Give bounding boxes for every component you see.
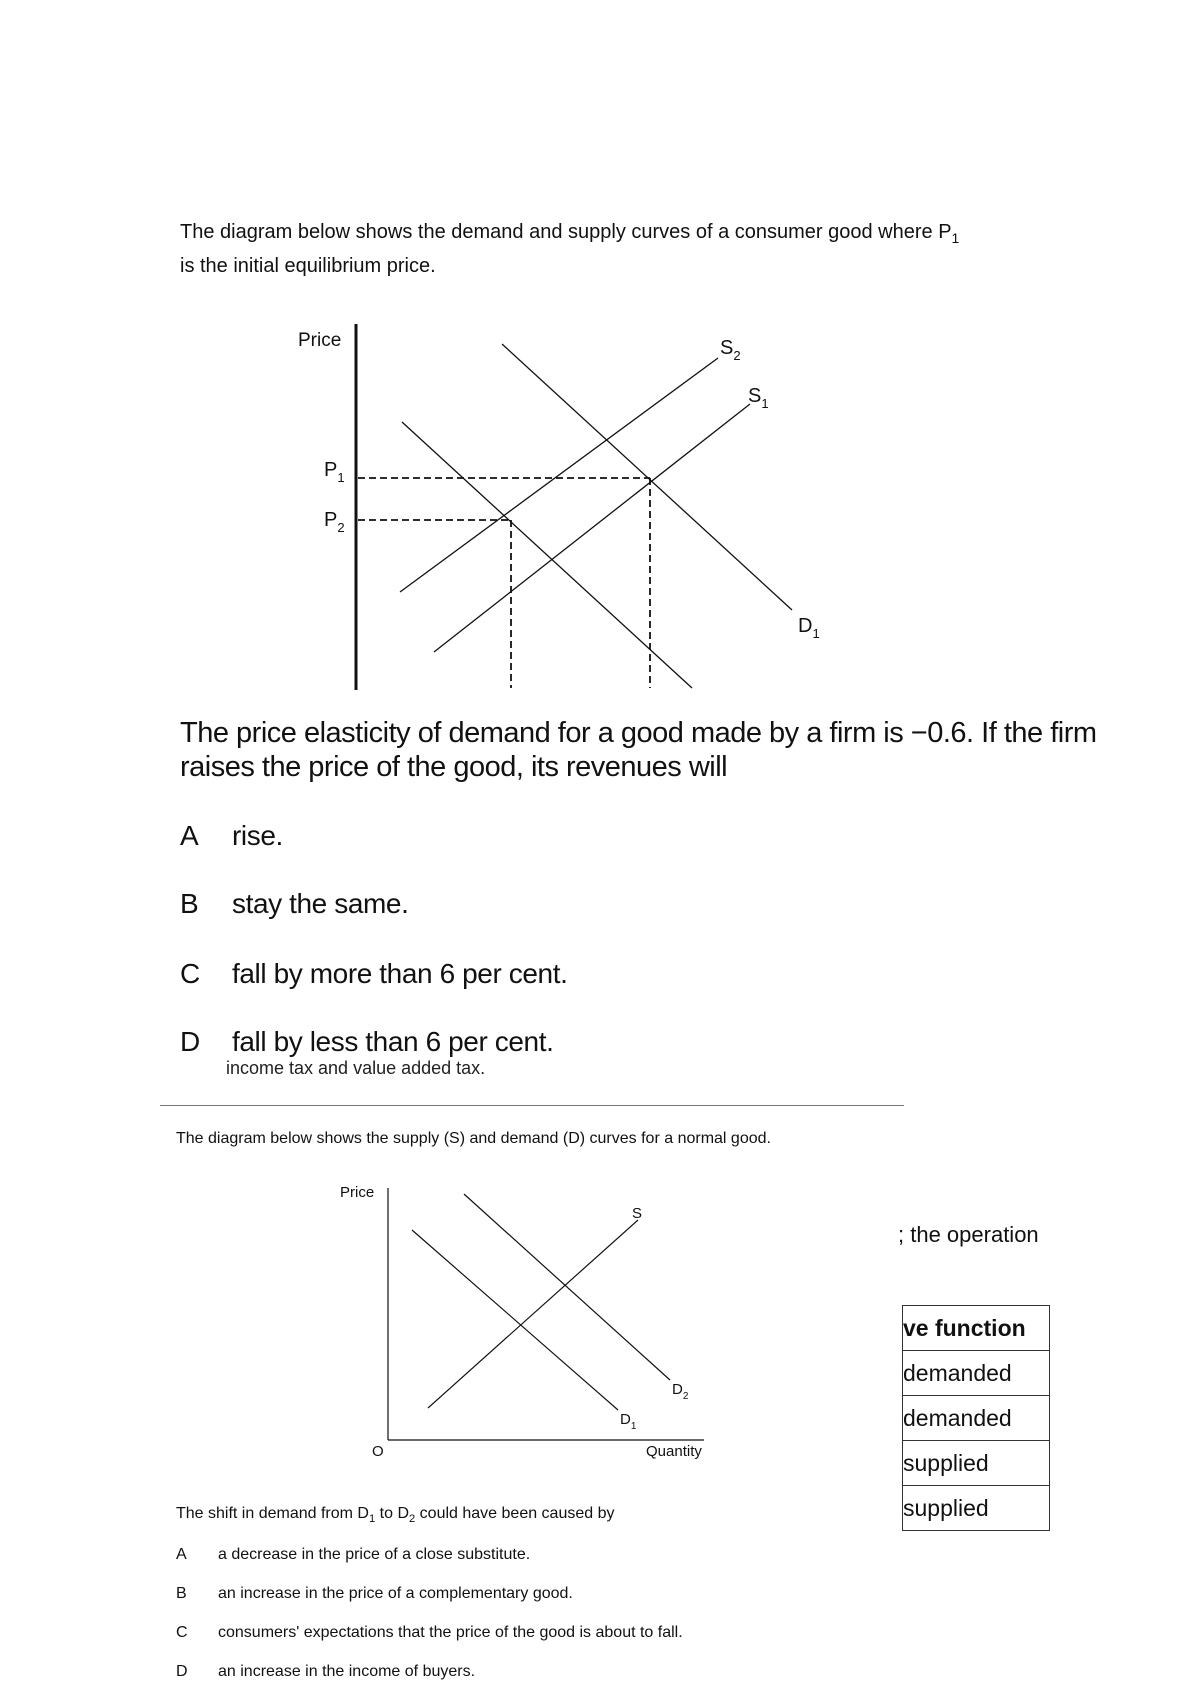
- price-axis-label: Price: [298, 330, 342, 351]
- option-text: stay the same.: [232, 888, 409, 919]
- option-letter: C: [176, 1624, 188, 1641]
- table-cell: demanded: [903, 1396, 1050, 1441]
- d1-label: $D_1$: [620, 1411, 637, 1432]
- question-3-option-c: [176, 1624, 683, 1642]
- section-divider: [160, 1105, 904, 1106]
- stem-text: The shift in demand from D: [176, 1505, 369, 1522]
- option-letter: A: [180, 820, 199, 851]
- question-3-stem: [176, 1505, 615, 1525]
- option-letter: B: [176, 1585, 187, 1602]
- side-fragment-table: [902, 1305, 1050, 1531]
- table-row: [903, 1396, 1050, 1441]
- question-2-option-b: [180, 888, 408, 920]
- quantity-axis-label: Quantity: [646, 1443, 702, 1460]
- d1-label: $D_1$: [798, 615, 820, 641]
- table-cell: supplied: [903, 1486, 1050, 1531]
- d1-curve: [412, 1230, 618, 1410]
- option-text: fall by more than 6 per cent.: [232, 958, 568, 989]
- d1-curve: [502, 344, 792, 610]
- question-3-option-b: [176, 1585, 573, 1603]
- d2-label: $D_2$: [672, 1381, 689, 1402]
- question-2-option-a: [180, 820, 283, 852]
- stem-text: could have been caused by: [415, 1505, 615, 1522]
- side-fragment-text: ; the operation: [898, 1222, 1039, 1247]
- s2-label: $S_2$: [720, 337, 741, 363]
- intro-text-line-2: is the initial equilibrium price.: [180, 255, 436, 277]
- table-row: [903, 1441, 1050, 1486]
- question-3-option-a: [176, 1546, 530, 1564]
- intro-text: The diagram below shows the demand and supply curves of a consumer good where P: [180, 221, 952, 243]
- option-text: an increase in the price of a complementary good.: [218, 1585, 573, 1602]
- cut-off-text: [180, 1058, 560, 1078]
- s2-curve: [400, 358, 718, 592]
- cut-off-line: income tax and value added tax.: [226, 1058, 486, 1078]
- stem-subscript: 2: [409, 1513, 416, 1526]
- stem-subscript: 1: [368, 1513, 376, 1526]
- question-3-option-d: [176, 1663, 475, 1681]
- table-row: [903, 1306, 1050, 1351]
- option-letter: D: [180, 1026, 200, 1057]
- table-row: [903, 1486, 1050, 1531]
- p1-label: $P_1$: [324, 459, 345, 485]
- intro-subscript: 1: [951, 230, 960, 246]
- option-letter: C: [180, 958, 200, 989]
- option-text: rise.: [232, 820, 283, 851]
- option-letter: A: [176, 1546, 187, 1563]
- s1-label: $S_1$: [748, 385, 769, 411]
- p2-label: $P_2$: [324, 509, 345, 535]
- option-text: fall by less than 6 per cent.: [232, 1026, 554, 1057]
- question-2-option-d: [180, 1026, 553, 1058]
- table-cell: demanded: [903, 1351, 1050, 1396]
- supply-demand-diagram-2: [0, 1160, 900, 1480]
- option-text: an increase in the income of buyers.: [218, 1663, 476, 1680]
- question-3-intro: The diagram below shows the supply (S) and demand (D) curves for a normal good.: [176, 1130, 771, 1147]
- s-curve: [428, 1220, 638, 1408]
- question-2-stem: The price elasticity of demand for a good made by a firm is −0.6. If the firm raises the price of the good, its revenues will: [180, 717, 1097, 783]
- origin-label: O: [372, 1443, 384, 1460]
- d2-curve: [402, 422, 692, 688]
- table-cell: ve function: [903, 1306, 1050, 1351]
- s-label: S: [632, 1205, 643, 1222]
- option-letter: D: [176, 1663, 188, 1680]
- question-2-option-c: [180, 958, 567, 990]
- option-text: consumers' expectations that the price of the good is about to fall.: [218, 1624, 683, 1641]
- supply-demand-diagram-1: [0, 0, 1200, 720]
- table-cell: supplied: [903, 1441, 1050, 1486]
- stem-text: to D: [375, 1505, 409, 1522]
- price-axis-label: Price: [340, 1184, 375, 1201]
- option-letter: B: [180, 888, 199, 919]
- table-row: [903, 1351, 1050, 1396]
- option-text: a decrease in the price of a close substitute.: [218, 1546, 531, 1563]
